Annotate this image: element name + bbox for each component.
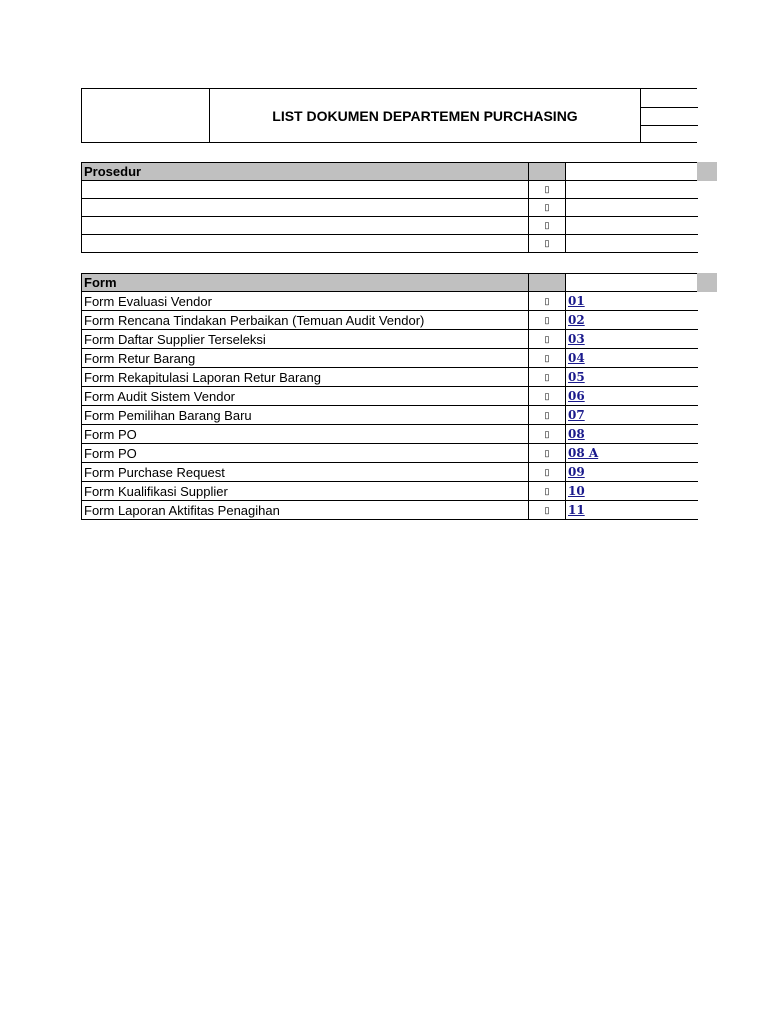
checkbox-icon[interactable]: ▯ (529, 482, 566, 501)
document-name: Form Audit Sistem Vendor (82, 387, 529, 406)
table-row (82, 349, 698, 368)
code-cell (566, 463, 698, 482)
document-name: Form Rencana Tindakan Perbaikan (Temuan Audit Vendor) (82, 311, 529, 330)
header-code-cell (566, 163, 698, 181)
document-name: Form PO (82, 425, 529, 444)
document-link[interactable]: 06 (568, 389, 585, 403)
checkbox-icon[interactable]: ▯ (529, 501, 566, 520)
document-code (566, 217, 698, 235)
code-cell (566, 501, 698, 520)
checkbox-icon[interactable]: ▯ (529, 425, 566, 444)
document-link[interactable]: 07 (568, 408, 585, 422)
table-row (82, 463, 698, 482)
table-row (82, 501, 698, 520)
logo-cell (82, 89, 210, 142)
checkbox-icon[interactable]: ▯ (529, 368, 566, 387)
document-link[interactable]: 08 (568, 427, 585, 441)
code-cell (566, 292, 698, 311)
checkbox-icon[interactable]: ▯ (529, 330, 566, 349)
table-row (82, 217, 698, 235)
checkbox-icon[interactable]: ▯ (529, 311, 566, 330)
checkbox-icon[interactable]: ▯ (529, 444, 566, 463)
document-header (81, 88, 697, 143)
checkbox-icon[interactable]: ▯ (529, 463, 566, 482)
table-row (82, 406, 698, 425)
document-name: Form Evaluasi Vendor (82, 292, 529, 311)
code-cell (566, 311, 698, 330)
document-link[interactable]: 03 (568, 332, 585, 346)
document-link[interactable]: 01 (568, 294, 585, 308)
code-cell (566, 349, 698, 368)
page-title: LIST DOKUMEN DEPARTEMEN PURCHASING (210, 89, 641, 142)
document-name: Form Kualifikasi Supplier (82, 482, 529, 501)
code-cell (566, 368, 698, 387)
table-row (82, 368, 698, 387)
checkbox-icon[interactable]: ▯ (529, 217, 566, 235)
checkbox-icon[interactable]: ▯ (529, 349, 566, 368)
code-cell (566, 406, 698, 425)
document-link[interactable]: 05 (568, 370, 585, 384)
checkbox-icon[interactable]: ▯ (529, 199, 566, 217)
document-link[interactable]: 10 (568, 484, 585, 498)
document-link[interactable]: 08 A (568, 446, 599, 460)
section-header-form (82, 274, 698, 292)
document-name: Form Retur Barang (82, 349, 529, 368)
table-row (82, 330, 698, 349)
header-check-cell (529, 163, 566, 181)
table-row (82, 181, 698, 199)
meta-divider (641, 125, 698, 126)
code-cell (566, 330, 698, 349)
code-cell (566, 482, 698, 501)
document-link[interactable]: 04 (568, 351, 585, 365)
document-code (566, 181, 698, 199)
document-name (82, 181, 529, 199)
document-name: Form Daftar Supplier Terseleksi (82, 330, 529, 349)
code-cell (566, 425, 698, 444)
document-code (566, 235, 698, 253)
header-check-cell (529, 274, 566, 292)
table-row (82, 482, 698, 501)
meta-divider (641, 107, 698, 108)
document-name (82, 199, 529, 217)
checkbox-icon[interactable]: ▯ (529, 292, 566, 311)
section-label: Form (82, 274, 529, 292)
code-cell (566, 444, 698, 463)
document-name: Form PO (82, 444, 529, 463)
section-label: Prosedur (82, 163, 529, 181)
document-name: Form Purchase Request (82, 463, 529, 482)
form-table (81, 273, 698, 520)
header-code-cell (566, 274, 698, 292)
document-name: Form Rekapitulasi Laporan Retur Barang (82, 368, 529, 387)
document-link[interactable]: 09 (568, 465, 585, 479)
document-name: Form Laporan Aktifitas Penagihan (82, 501, 529, 520)
table-row (82, 444, 698, 463)
header-fill-extension (697, 273, 717, 292)
prosedur-table (81, 162, 698, 253)
document-code (566, 199, 698, 217)
document-name: Form Pemilihan Barang Baru (82, 406, 529, 425)
table-row (82, 425, 698, 444)
code-cell (566, 387, 698, 406)
table-row (82, 311, 698, 330)
table-row (82, 387, 698, 406)
table-row (82, 292, 698, 311)
document-link[interactable]: 02 (568, 313, 585, 327)
table-row (82, 199, 698, 217)
document-link[interactable]: 11 (568, 503, 585, 517)
header-fill-extension (697, 162, 717, 181)
checkbox-icon[interactable]: ▯ (529, 387, 566, 406)
document-name (82, 235, 529, 253)
section-header-prosedur (82, 163, 698, 181)
checkbox-icon[interactable]: ▯ (529, 406, 566, 425)
checkbox-icon[interactable]: ▯ (529, 235, 566, 253)
table-row (82, 235, 698, 253)
checkbox-icon[interactable]: ▯ (529, 181, 566, 199)
document-name (82, 217, 529, 235)
